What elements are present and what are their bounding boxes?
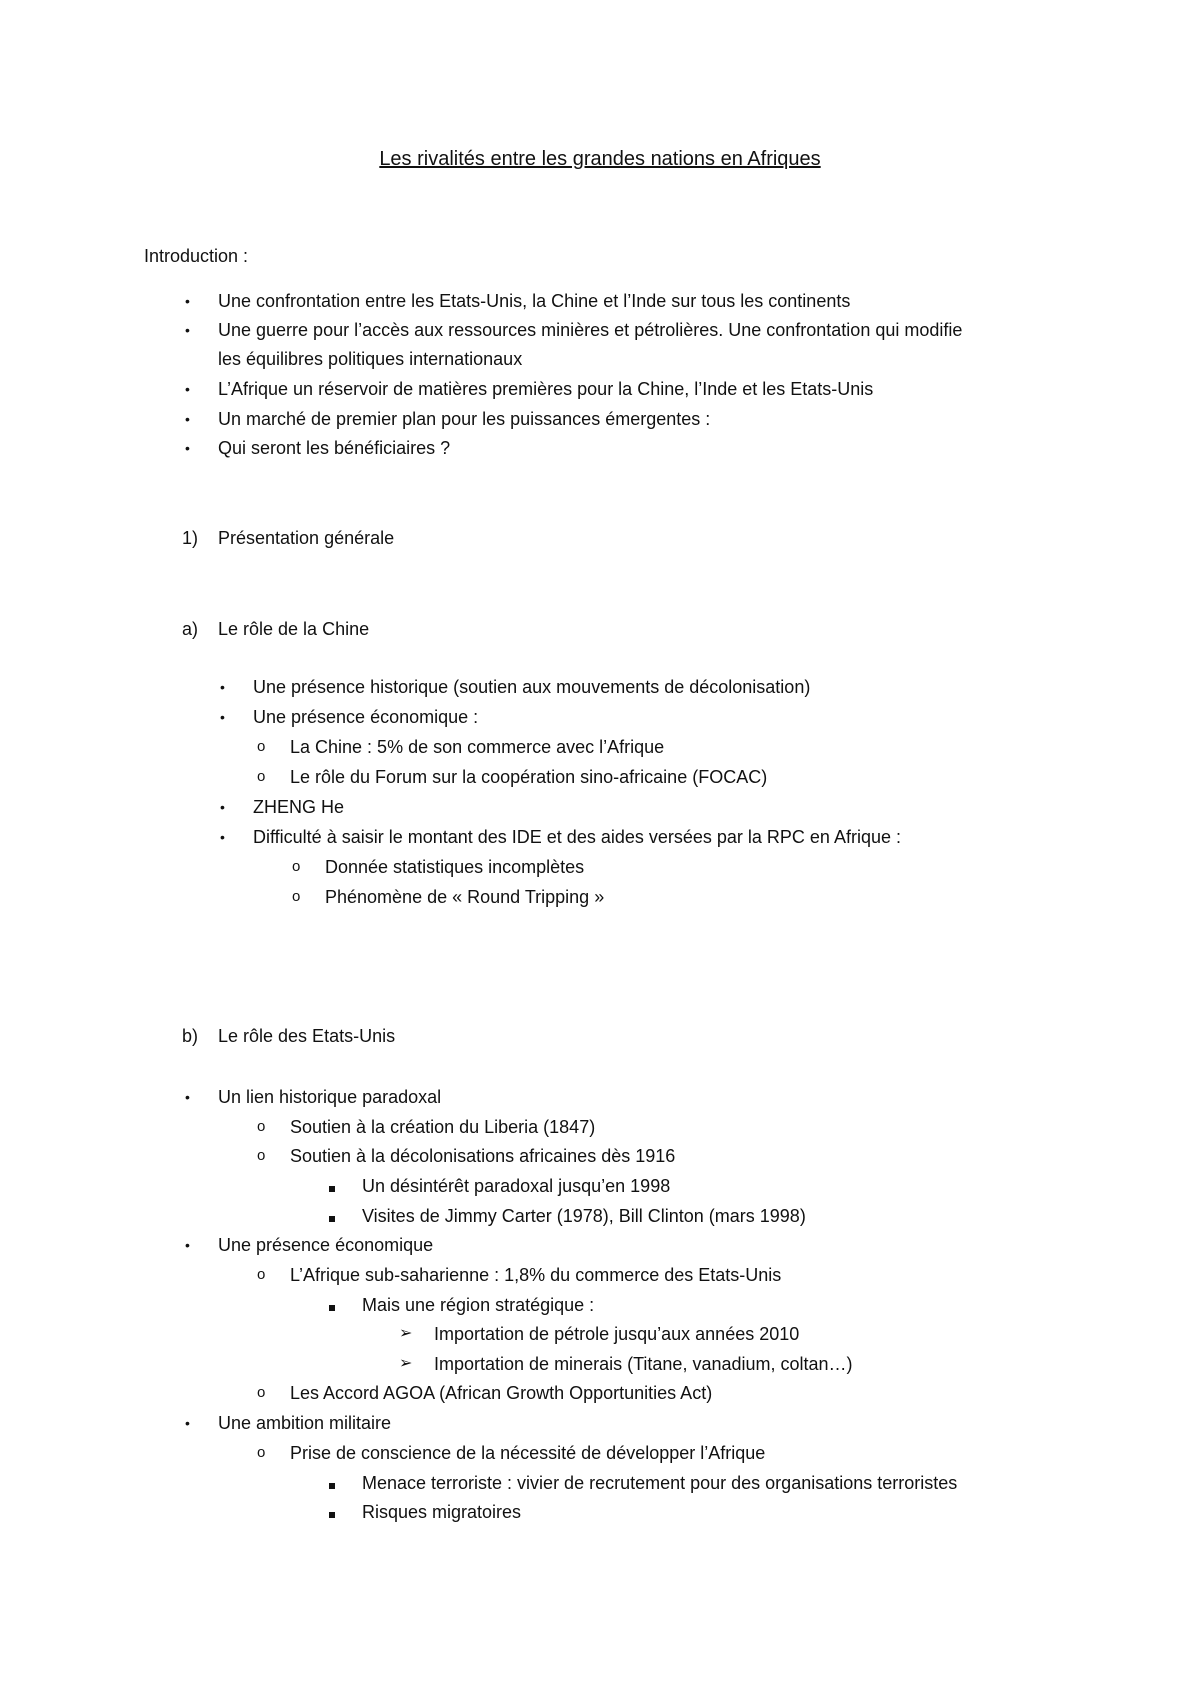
bullet-circle-icon: o <box>257 1118 266 1135</box>
bullet-square-icon <box>329 1175 335 1197</box>
bullet-dot-icon: • <box>185 322 190 338</box>
list-item: Mais une région stratégique : <box>362 1295 595 1315</box>
list-item: Un désintérêt paradoxal jusqu’en 1998 <box>362 1176 671 1196</box>
subsection-heading: Le rôle des Etats-Unis <box>218 1026 396 1046</box>
bullet-dot-icon: • <box>185 1415 190 1431</box>
list-item: Difficulté à saisir le montant des IDE et des aides versées par la RPC en Afrique : <box>253 827 901 847</box>
bullet-circle-icon: o <box>257 1444 266 1461</box>
bullet-circle-icon: o <box>292 858 301 875</box>
bullet-square-icon <box>329 1472 335 1494</box>
bullet-square-icon <box>329 1501 335 1523</box>
bullet-circle-icon: o <box>292 888 301 905</box>
bullet-circle-icon: o <box>257 768 266 785</box>
subsection-letter: b) <box>182 1026 199 1046</box>
bullet-dot-icon: • <box>220 829 225 845</box>
list-item: ZHENG He <box>253 797 345 817</box>
bullet-dot-icon: • <box>220 679 225 695</box>
bullet-dot-icon: • <box>185 411 190 427</box>
bullet-arrow-icon: ➢ <box>399 1325 413 1342</box>
list-item: Une présence économique <box>218 1235 434 1255</box>
bullet-arrow-icon: ➢ <box>399 1355 413 1372</box>
bullet-circle-icon: o <box>257 1266 266 1283</box>
list-item: L’Afrique sub-saharienne : 1,8% du commerce des Etats-Unis <box>290 1265 782 1285</box>
bullet-dot-icon: • <box>185 1237 190 1253</box>
list-item: Visites de Jimmy Carter (1978), Bill Clinton (mars 1998) <box>362 1206 806 1226</box>
subsection-heading: Le rôle de la Chine <box>218 619 370 639</box>
bullet-dot-icon: • <box>185 381 190 397</box>
section-heading: Présentation générale <box>218 528 395 548</box>
list-item: Une présence économique : <box>253 707 479 727</box>
bullet-dot-icon: • <box>185 1089 190 1105</box>
bullet-dot-icon: • <box>220 799 225 815</box>
list-item: Risques migratoires <box>362 1502 522 1522</box>
list-item: Une ambition militaire <box>218 1413 392 1433</box>
bullet-square-icon <box>329 1205 335 1227</box>
bullet-circle-icon: o <box>257 738 266 755</box>
list-item: Le rôle du Forum sur la coopération sino-africaine (FOCAC) <box>290 767 768 787</box>
intro-bullet: Une confrontation entre les Etats-Unis, la Chine et l’Inde sur tous les continents <box>218 291 851 311</box>
list-item: Un lien historique paradoxal <box>218 1087 442 1107</box>
intro-bullet: Une guerre pour l’accès aux ressources minières et pétrolières. Une confrontation qui modifie <box>218 320 963 340</box>
list-item: Soutien à la création du Liberia (1847) <box>290 1117 596 1137</box>
bullet-square-icon <box>329 1294 335 1316</box>
list-item: Une présence historique (soutien aux mouvements de décolonisation) <box>253 677 811 697</box>
bullet-circle-icon: o <box>257 1384 266 1401</box>
list-item: Phénomène de « Round Tripping » <box>325 887 605 907</box>
intro-bullet: Un marché de premier plan pour les puissances émergentes : <box>218 409 711 429</box>
subsection-letter: a) <box>182 619 199 639</box>
section-number: 1) <box>182 528 199 548</box>
list-item: Les Accord AGOA (African Growth Opportunities Act) <box>290 1383 713 1403</box>
bullet-dot-icon: • <box>220 709 225 725</box>
list-item: Donnée statistiques incomplètes <box>325 857 585 877</box>
list-item: Menace terroriste : vivier de recrutement pour des organisations terroristes <box>362 1473 958 1493</box>
intro-bullet-continuation: les équilibres politiques internationaux <box>218 349 523 369</box>
list-item: Importation de pétrole jusqu’aux années 2010 <box>434 1324 800 1344</box>
document-title: Les rivalités entre les grandes nations en Afriques <box>379 148 821 170</box>
list-item: Soutien à la décolonisations africaines dès 1916 <box>290 1146 676 1166</box>
intro-bullet: Qui seront les bénéficiaires ? <box>218 438 451 458</box>
bullet-dot-icon: • <box>185 293 190 309</box>
intro-heading: Introduction : <box>144 246 249 266</box>
list-item: Prise de conscience de la nécessité de développer l’Afrique <box>290 1443 766 1463</box>
bullet-circle-icon: o <box>257 1147 266 1164</box>
list-item: La Chine : 5% de son commerce avec l’Afrique <box>290 737 665 757</box>
list-item: Importation de minerais (Titane, vanadium, coltan…) <box>434 1354 853 1374</box>
bullet-dot-icon: • <box>185 440 190 456</box>
intro-bullet: L’Afrique un réservoir de matières premières pour la Chine, l’Inde et les Etats-Unis <box>218 379 874 399</box>
